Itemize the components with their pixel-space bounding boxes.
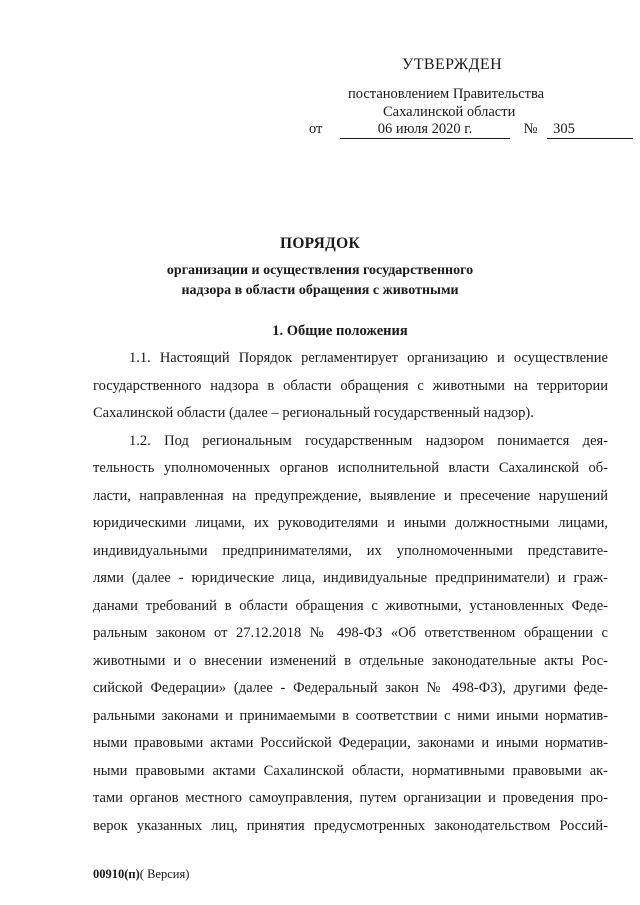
- body-line: ными правовыми актами Сахалинской области, нормативными правовыми ак-: [93, 762, 608, 779]
- body-line: верок указанных лиц, принятия предусмотренных законодательством Россий-: [93, 817, 608, 834]
- document-code: 00910(п): [93, 867, 140, 881]
- body-line: государственного надзора в области обращения с животными на территории: [93, 377, 608, 394]
- approval-date-line: [309, 121, 633, 139]
- date-from-label: от: [309, 121, 323, 137]
- body-line: данами требований в области обращения с животными, установленных Феде-: [93, 597, 608, 614]
- section-heading: 1. Общие положения: [272, 323, 408, 339]
- document-version: ( Версия): [139, 867, 190, 881]
- body-line: тельность уполномоченных органов исполнительной власти Сахалинской об-: [93, 460, 608, 476]
- body-text: [93, 345, 608, 840]
- body-line: ральным законом от 27.12.2018 № 498-ФЗ «Об ответственном обращении с: [93, 625, 608, 641]
- document-footer: [93, 867, 189, 882]
- subtitle-line-2: надзора в области обращения с животными: [181, 283, 459, 298]
- body-line: ными правовыми актами Российской Федерации, законами и иными норматив-: [93, 735, 608, 751]
- approval-decree: постановлением Правительства: [348, 86, 545, 102]
- body-line: ласти, направленная на предупреждение, выявление и пресечение нарушений: [93, 487, 608, 504]
- document-subtitle: [0, 261, 640, 301]
- approval-date: 06 июля 2020 г.: [340, 121, 510, 139]
- body-line: Сахалинской области (далее – региональный государственный надзор).: [93, 405, 534, 421]
- approval-stamp: УТВЕРЖДЕН: [402, 56, 503, 73]
- subtitle-line-1: организации и осуществления государственного: [166, 263, 474, 278]
- body-line: индивидуальными предпринимателями, их уполномоченными представите-: [93, 542, 608, 559]
- number-label: №: [523, 121, 538, 137]
- decree-number: 305: [547, 121, 633, 139]
- body-line: сийской Федерации» (далее - Федеральный закон № 498-ФЗ), другими феде-: [93, 680, 608, 696]
- approval-region: Сахалинской области: [383, 104, 516, 120]
- document-title: ПОРЯДОК: [279, 235, 361, 252]
- body-line: юридическими лицами, их руководителями и иными должностными лицами,: [93, 515, 608, 531]
- body-line: лями (далее - юридические лица, индивидуальные предприниматели) и граж-: [93, 570, 608, 586]
- body-line: тами органов местного самоуправления, путем организации и проведения про-: [93, 790, 608, 806]
- body-line: животными и о внесении изменений в отдельные законодательные акты Рос-: [93, 652, 608, 669]
- body-line: 1.2. Под региональным государственным надзором понимается дея-: [129, 432, 608, 449]
- body-line: 1.1. Настоящий Порядок регламентирует организацию и осуществление: [129, 350, 608, 366]
- body-line: ральными законами и принимаемыми в соответствии с ними иными норматив-: [93, 707, 608, 724]
